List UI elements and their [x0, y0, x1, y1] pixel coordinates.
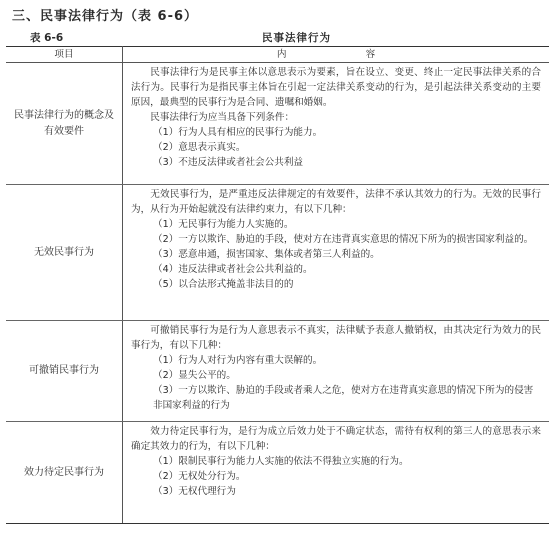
paragraph: 无效民事行为，是严重违反法律规定的有效要件，法律不承认其效力的行为。无效的民事行为，从行为开始起就没有法律约束力，有以下几种： — [131, 189, 541, 215]
row-content — [123, 422, 550, 524]
row-name: 无效民事行为 — [6, 185, 123, 321]
list-item: （3）不违反法律或者社会公共利益 — [153, 157, 304, 168]
paragraph: 可撤销民事行为是行为人意思表示不真实，法律赋予表意人撤销权，由其决定行为效力的民事行为，有以下几种： — [131, 325, 541, 351]
table-header-row — [6, 47, 549, 63]
paragraph: 民事法律行为应当具备下列条件： — [150, 112, 295, 123]
row-name: 效力待定民事行为 — [6, 422, 123, 524]
civil-juristic-acts-table — [6, 46, 549, 524]
list-item: （1）无民事行为能力人实施的。 — [153, 219, 294, 230]
list-item: （3）无权代理行为 — [153, 486, 236, 497]
list-item: （5）以合法形式掩盖非法目的的 — [153, 279, 294, 290]
table-label: 表 6-6 — [30, 32, 64, 44]
paragraph: 民事法律行为是民事主体以意思表示为要素，旨在设立、变更、终止一定民事法律关系的合法行为。民事行为是指民事主体旨在引起一定法律关系变动的行为，是引起法律关系变动的主要原因，最典型的民事行为是合同、遗嘱和婚姻。 — [131, 67, 541, 108]
row-content — [123, 63, 550, 185]
column-header-content: 内 容 — [123, 47, 550, 63]
row-content — [123, 185, 550, 321]
row-content — [123, 321, 550, 422]
table-row — [6, 185, 549, 321]
list-item: （1）行为人具有相应的民事行为能力。 — [153, 127, 323, 138]
column-header-item: 项目 — [6, 47, 123, 63]
list-item: （2）一方以欺诈、胁迫的手段，使对方在违背真实意思的情况下所为的损害国家利益的。 — [153, 234, 534, 245]
list-item: （2）意思表示真实。 — [153, 142, 246, 153]
paragraph: 效力待定民事行为，是行为成立后效力处于不确定状态，需待有权利的第三人的意思表示来确定其效力的行为，有以下几种： — [131, 426, 541, 452]
row-name: 民事法律行为的概念及有效要件 — [6, 63, 123, 185]
list-item: （3）恶意串通，损害国家、集体或者第三人利益的。 — [153, 249, 380, 260]
table-row — [6, 321, 549, 422]
list-item: （1）限制民事行为能力人实施的依法不得独立实施的行为。 — [153, 456, 409, 467]
list-item: （4）违反法律或者社会公共利益的。 — [153, 264, 313, 275]
list-item: （3）一方以欺诈、胁迫的手段或者乘人之危，使对方在违背真实意思的情况下所为的侵害非国家利益的行为 — [153, 385, 534, 411]
list-item: （2）显失公平的。 — [153, 370, 236, 381]
section-title: 三、民事法律行为（表 6-6） — [12, 9, 199, 24]
row-name: 可撤销民事行为 — [6, 321, 123, 422]
list-item: （1）行为人对行为内容有重大误解的。 — [153, 355, 323, 366]
table-caption: 民事法律行为 — [262, 32, 331, 44]
list-item: （2）无权处分行为。 — [153, 471, 246, 482]
table-row — [6, 422, 549, 524]
table-row — [6, 63, 549, 185]
